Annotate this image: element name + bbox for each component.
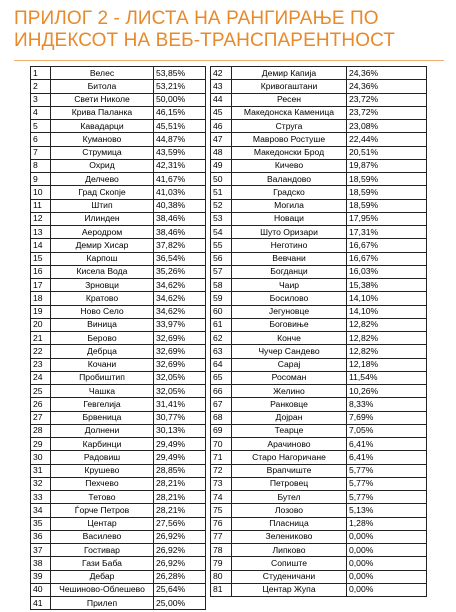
rank-cell: 28 [31,424,51,437]
municipality-cell: Кратово [51,292,154,305]
rank-cell: 35 [31,517,51,530]
municipality-cell: Јегуновце [232,305,347,318]
rank-cell: 37 [31,544,51,557]
index-cell: 7,05% [347,424,427,437]
municipality-cell: Пехчево [51,477,154,490]
index-cell: 23,72% [347,93,427,106]
municipality-cell: Кисела Вода [51,265,154,278]
rank-cell: 7 [31,146,51,159]
index-cell: 27,56% [154,517,206,530]
rank-cell: 68 [211,411,232,424]
rank-cell: 2 [31,80,51,93]
index-cell: 8,33% [347,398,427,411]
table-row [31,424,427,437]
table-row [31,491,427,504]
table-row [31,464,427,477]
municipality-cell: Чаир [232,279,347,292]
municipality-cell: Боговиње [232,318,347,331]
rank-cell: 50 [211,173,232,186]
table-row [31,252,427,265]
municipality-cell: Богданци [232,265,347,278]
rank-cell: 61 [211,318,232,331]
municipality-cell: Свети Николе [51,93,154,106]
municipality-cell: Гази Баба [51,557,154,570]
municipality-cell: Лозово [232,504,347,517]
municipality-cell: Кавадарци [51,120,154,133]
municipality-cell: Куманово [51,133,154,146]
empty-cell [347,597,427,610]
rank-cell: 27 [31,411,51,424]
index-cell: 28,21% [154,477,206,490]
index-cell: 26,28% [154,570,206,583]
municipality-cell: Гевгелија [51,398,154,411]
index-cell: 20,51% [347,146,427,159]
rank-cell: 58 [211,279,232,292]
municipality-cell: Ѓорче Петров [51,504,154,517]
rank-cell: 18 [31,292,51,305]
municipality-cell: Струга [232,120,347,133]
table-row [31,265,427,278]
rank-cell: 43 [211,80,232,93]
rank-cell: 74 [211,491,232,504]
table-row [31,212,427,225]
rank-cell: 57 [211,265,232,278]
rank-cell: 13 [31,226,51,239]
rank-cell: 29 [31,438,51,451]
municipality-cell: Берово [51,332,154,345]
rank-cell: 23 [31,358,51,371]
index-cell: 38,46% [154,212,206,225]
index-cell: 14,10% [347,292,427,305]
index-cell: 18,59% [347,199,427,212]
table-row [31,451,427,464]
municipality-cell: Дојран [232,411,347,424]
title-divider [14,60,444,61]
rank-cell: 25 [31,385,51,398]
table-row [31,411,427,424]
index-cell: 40,38% [154,199,206,212]
table-row [31,530,427,543]
empty-cell [232,597,347,610]
municipality-cell: Чашка [51,385,154,398]
rank-cell: 30 [31,451,51,464]
rank-cell: 9 [31,173,51,186]
municipality-cell: Пробиштип [51,371,154,384]
rank-cell: 80 [211,570,232,583]
municipality-cell: Брвеница [51,411,154,424]
table-row [31,318,427,331]
index-cell: 50,00% [154,93,206,106]
municipality-cell: Крушево [51,464,154,477]
municipality-cell: Карпош [51,252,154,265]
municipality-cell: Старо Нагоричане [232,451,347,464]
rank-cell: 10 [31,186,51,199]
page-title: ПРИЛОГ 2 - ЛИСТА НА РАНГИРАЊЕ ПО ИНДЕКСОТ НА ВЕБ-ТРАНСПАРЕНТНОСТ [14,8,395,51]
rank-cell: 67 [211,398,232,411]
index-cell: 10,26% [347,385,427,398]
index-cell: 33,97% [154,318,206,331]
municipality-cell: Росоман [232,371,347,384]
rank-cell: 59 [211,292,232,305]
rank-cell: 47 [211,133,232,146]
index-cell: 5,77% [347,464,427,477]
municipality-cell: Валандово [232,173,347,186]
table-row [31,358,427,371]
rank-cell: 69 [211,424,232,437]
municipality-cell: Делчево [51,173,154,186]
municipality-cell: Центар [51,517,154,530]
index-cell: 0,00% [347,530,427,543]
index-cell: 0,00% [347,544,427,557]
index-cell: 17,95% [347,212,427,225]
table-row [31,557,427,570]
index-cell: 28,21% [154,504,206,517]
index-cell: 12,82% [347,332,427,345]
table-row [31,305,427,318]
municipality-cell: Демир Хисар [51,239,154,252]
table-row [31,345,427,358]
municipality-cell: Теарце [232,424,347,437]
municipality-cell: Кичево [232,159,347,172]
index-cell: 7,69% [347,411,427,424]
index-cell: 5,77% [347,477,427,490]
index-cell: 43,59% [154,146,206,159]
municipality-cell: Радовиш [51,451,154,464]
table-row [31,80,427,93]
index-cell: 53,21% [154,80,206,93]
rank-cell: 65 [211,371,232,384]
rank-cell: 55 [211,239,232,252]
rank-cell: 75 [211,504,232,517]
table-row [31,67,427,80]
index-cell: 38,46% [154,226,206,239]
index-cell: 34,62% [154,305,206,318]
municipality-cell: Бутел [232,491,347,504]
municipality-cell: Ранковце [232,398,347,411]
rank-cell: 78 [211,544,232,557]
rank-cell: 70 [211,438,232,451]
index-cell: 32,05% [154,385,206,398]
municipality-cell: Битола [51,80,154,93]
municipality-cell: Чучер Сандево [232,345,347,358]
rank-cell: 77 [211,530,232,543]
municipality-cell: Пласница [232,517,347,530]
table-row [31,239,427,252]
rank-cell: 52 [211,199,232,212]
index-cell: 12,82% [347,318,427,331]
table-row [31,385,427,398]
table-row [31,199,427,212]
municipality-cell: Долнени [51,424,154,437]
municipality-cell: Карбинци [51,438,154,451]
rank-cell: 1 [31,67,51,80]
municipality-cell: Желино [232,385,347,398]
table-row [31,226,427,239]
index-cell: 14,10% [347,305,427,318]
rank-cell: 64 [211,358,232,371]
rank-cell: 11 [31,199,51,212]
index-cell: 31,41% [154,398,206,411]
index-cell: 26,92% [154,544,206,557]
municipality-cell: Новаци [232,212,347,225]
index-cell: 41,03% [154,186,206,199]
index-cell: 29,49% [154,451,206,464]
index-cell: 0,00% [347,557,427,570]
table-row [31,544,427,557]
index-cell: 0,00% [347,570,427,583]
rank-cell: 49 [211,159,232,172]
rank-cell: 63 [211,345,232,358]
municipality-cell: Липково [232,544,347,557]
table-row [31,292,427,305]
rank-cell: 31 [31,464,51,477]
rank-cell: 14 [31,239,51,252]
index-cell: 32,69% [154,332,206,345]
table-row [31,398,427,411]
municipality-cell: Зрновци [51,279,154,292]
rank-cell: 42 [211,67,232,80]
table-row [31,517,427,530]
index-cell: 36,54% [154,252,206,265]
table-row [31,93,427,106]
municipality-cell: Дебар [51,570,154,583]
municipality-cell: Врапчиште [232,464,347,477]
index-cell: 46,15% [154,106,206,119]
table-row [31,583,427,596]
index-cell: 26,92% [154,557,206,570]
municipality-cell: Аеродром [51,226,154,239]
rank-cell: 4 [31,106,51,119]
index-cell: 28,21% [154,491,206,504]
table-row [31,133,427,146]
table-row [31,159,427,172]
municipality-cell: Дебрца [51,345,154,358]
index-cell: 28,85% [154,464,206,477]
municipality-cell: Сопиште [232,557,347,570]
rank-cell: 8 [31,159,51,172]
municipality-cell: Кривогаштани [232,80,347,93]
index-cell: 37,82% [154,239,206,252]
rank-cell: 66 [211,385,232,398]
rank-cell: 17 [31,279,51,292]
table-row [31,146,427,159]
municipality-cell: Ресен [232,93,347,106]
index-cell: 24,36% [347,80,427,93]
index-cell: 34,62% [154,279,206,292]
rank-cell: 79 [211,557,232,570]
index-cell: 35,26% [154,265,206,278]
municipality-cell: Шуто Оризари [232,226,347,239]
index-cell: 1,28% [347,517,427,530]
table-row [31,504,427,517]
municipality-cell: Чешиново-Облешево [51,583,154,596]
index-cell: 16,67% [347,252,427,265]
rank-cell: 33 [31,491,51,504]
municipality-cell: Могила [232,199,347,212]
index-cell: 12,82% [347,345,427,358]
municipality-cell: Виница [51,318,154,331]
index-cell: 17,31% [347,226,427,239]
municipality-cell: Гостивар [51,544,154,557]
index-cell: 19,87% [347,159,427,172]
municipality-cell: Кочани [51,358,154,371]
table-row [31,279,427,292]
index-cell: 15,38% [347,279,427,292]
rank-cell: 48 [211,146,232,159]
municipality-cell: Конче [232,332,347,345]
rank-cell: 32 [31,477,51,490]
index-cell: 18,59% [347,186,427,199]
rank-cell: 26 [31,398,51,411]
index-cell: 30,77% [154,411,206,424]
index-cell: 32,69% [154,358,206,371]
municipality-cell: Вевчани [232,252,347,265]
table-row [31,438,427,451]
municipality-cell: Студеничани [232,570,347,583]
index-cell: 30,13% [154,424,206,437]
municipality-cell: Тетово [51,491,154,504]
empty-cell [211,597,232,610]
municipality-cell: Маврово Ростуше [232,133,347,146]
rank-cell: 45 [211,106,232,119]
index-cell: 29,49% [154,438,206,451]
rank-cell: 73 [211,477,232,490]
municipality-cell: Зелениково [232,530,347,543]
index-cell: 25,64% [154,583,206,596]
rank-cell: 39 [31,570,51,583]
municipality-cell: Василево [51,530,154,543]
rank-cell: 34 [31,504,51,517]
rank-cell: 81 [211,583,232,596]
index-cell: 6,41% [347,451,427,464]
index-cell: 25,00% [154,597,206,610]
rank-cell: 54 [211,226,232,239]
rank-cell: 41 [31,597,51,610]
municipality-cell: Петровец [232,477,347,490]
index-cell: 23,08% [347,120,427,133]
index-cell: 5,13% [347,504,427,517]
municipality-cell: Македонска Каменица [232,106,347,119]
rank-cell: 20 [31,318,51,331]
municipality-cell: Неготино [232,239,347,252]
table-row [31,186,427,199]
municipality-cell: Арачиново [232,438,347,451]
ranking-table-body [31,67,427,610]
index-cell: 44,87% [154,133,206,146]
index-cell: 0,00% [347,583,427,596]
index-cell: 34,62% [154,292,206,305]
index-cell: 18,59% [347,173,427,186]
index-cell: 41,67% [154,173,206,186]
rank-cell: 60 [211,305,232,318]
municipality-cell: Босилово [232,292,347,305]
rank-cell: 71 [211,451,232,464]
municipality-cell: Сарај [232,358,347,371]
index-cell: 45,51% [154,120,206,133]
rank-cell: 40 [31,583,51,596]
index-cell: 16,03% [347,265,427,278]
municipality-cell: Град Скопје [51,186,154,199]
rank-cell: 56 [211,252,232,265]
municipality-cell: Центар Жупа [232,583,347,596]
table-row [31,332,427,345]
rank-cell: 72 [211,464,232,477]
rank-cell: 53 [211,212,232,225]
index-cell: 24,36% [347,67,427,80]
rank-cell: 22 [31,345,51,358]
municipality-cell: Македонски Брод [232,146,347,159]
index-cell: 23,72% [347,106,427,119]
table-row [31,477,427,490]
index-cell: 22,44% [347,133,427,146]
index-cell: 11,54% [347,371,427,384]
rank-cell: 62 [211,332,232,345]
index-cell: 42,31% [154,159,206,172]
rank-cell: 6 [31,133,51,146]
rank-cell: 21 [31,332,51,345]
rank-cell: 12 [31,212,51,225]
rank-cell: 16 [31,265,51,278]
municipality-cell: Демир Капија [232,67,347,80]
municipality-cell: Велес [51,67,154,80]
rank-cell: 3 [31,93,51,106]
rank-cell: 15 [31,252,51,265]
municipality-cell: Градско [232,186,347,199]
index-cell: 5,77% [347,491,427,504]
rank-cell: 19 [31,305,51,318]
municipality-cell: Штип [51,199,154,212]
rank-cell: 24 [31,371,51,384]
rank-cell: 38 [31,557,51,570]
rank-cell: 5 [31,120,51,133]
table-row [31,597,427,610]
rank-cell: 46 [211,120,232,133]
index-cell: 12,18% [347,358,427,371]
index-cell: 32,05% [154,371,206,384]
index-cell: 26,92% [154,530,206,543]
rank-cell: 76 [211,517,232,530]
index-cell: 53,85% [154,67,206,80]
rank-cell: 36 [31,530,51,543]
table-row [31,570,427,583]
municipality-cell: Прилеп [51,597,154,610]
table-row [31,120,427,133]
municipality-cell: Охрид [51,159,154,172]
municipality-cell: Ново Село [51,305,154,318]
table-row [31,106,427,119]
index-cell: 32,69% [154,345,206,358]
ranking-table [30,66,427,610]
municipality-cell: Илинден [51,212,154,225]
rank-cell: 44 [211,93,232,106]
municipality-cell: Крива Паланка [51,106,154,119]
table-row [31,371,427,384]
rank-cell: 51 [211,186,232,199]
index-cell: 16,67% [347,239,427,252]
table-row [31,173,427,186]
index-cell: 6,41% [347,438,427,451]
municipality-cell: Струмица [51,146,154,159]
